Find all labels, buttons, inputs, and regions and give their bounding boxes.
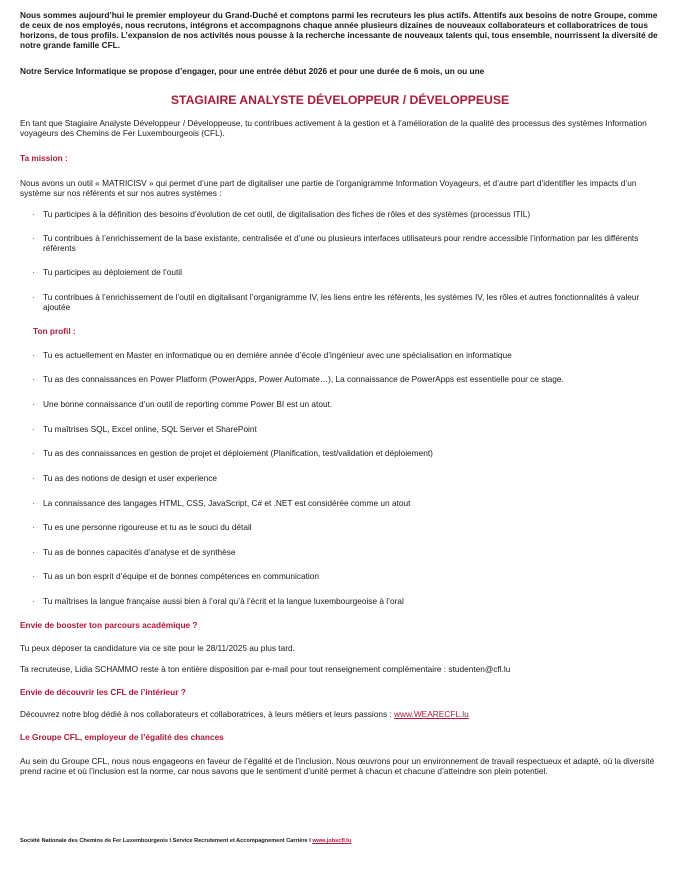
list-item: · Tu es une personne rigoureuse et tu as le souci du détail — [20, 522, 660, 532]
job-title: STAGIAIRE ANALYSTE DÉVELOPPEUR / DÉVELOPPEUSE — [170, 93, 510, 107]
mission-list — [20, 209, 660, 312]
role-intro: En tant que Stagiaire Analyste Développeur / Développeuse, tu contribues activement à la gestion et à l’amélioration de la qualité des processus des systèmes Information voyageurs des Chemins de Fer Luxembourgeois (CFL). — [20, 118, 647, 138]
blog-text: Découvrez notre blog dédié à nos collaborateurs et collaboratrices, à leurs métiers et leurs passions : — [20, 709, 395, 719]
list-item: · Tu contribues à l’enrichissement de l’outil en digitalisant l’organigramme IV, les liens entre les référents, les systèmes IV, les rôles et autres fonctionnalités à valeur ajoutée — [20, 292, 660, 312]
list-item: · Tu es actuellement en Master en informatique ou en dernière année d’école d’ingénieur avec une spécialisation en informatique — [20, 350, 660, 360]
equality-text: Au sein du Groupe CFL, nous nous engageons en faveur de l’égalité et de l’inclusion. Nous œuvrons pour un environnement de travail respectueux et adapté, où la diversité prend racine et où l’inclusion est la norme, car nous savons que le sentiment d’unité permet à chacun et chacune d’atteindre son plein potentiel. — [20, 756, 655, 776]
footer-link[interactable]: www.jobscfl.lu — [312, 838, 352, 844]
list-item: · Tu as de bonnes capacités d’analyse et de synthèse — [20, 547, 660, 557]
list-item: · Une bonne connaissance d’un outil de reporting comme Power BI est un atout. — [20, 399, 660, 409]
equality-heading: Le Groupe CFL, employeur de l’égalité des chances — [20, 732, 224, 742]
list-item: · Tu as des connaissances en Power Platform (PowerApps, Power Automate…), La connaissance de PowerApps est essentielle pour ce stage. — [20, 374, 660, 384]
profile-list — [20, 350, 660, 606]
mission-intro: Nous avons un outil « MATRICISV » qui permet d’une part de digitaliser une partie de l’organigramme Information Voyageurs, et d’autre part d’identifier les impacts d’un système sur nos référents et sur nos autres systèmes : — [20, 178, 637, 198]
list-item: · Tu contribues à l’enrichissement de la base existante, centralisée et d’une ou plusieurs interfaces utilisateurs pour rendre accessible l’information par les différents référents — [20, 233, 660, 253]
blog-paragraph — [20, 709, 660, 719]
list-item: · Tu as des notions de design et user experience — [20, 473, 660, 483]
profile-heading: Ton profil : — [33, 326, 76, 336]
apply-heading: Envie de booster ton parcours académique ? — [20, 620, 198, 630]
recruiter-contact: Ta recruteuse, Lidia SCHAMMO reste à ton entière disposition par e-mail pour tout renseignement complémentaire : studenten@cfl.lu — [20, 664, 511, 674]
mission-heading: Ta mission : — [20, 153, 68, 163]
footer-text: Société Nationale des Chemins de Fer Luxembourgeois I Service Recrutement et Accompagnement Carrière I — [20, 838, 313, 844]
list-item: · Tu participes au déploiement de l’outil — [20, 267, 660, 277]
blog-link[interactable]: www.WEARECFL.lu — [394, 709, 469, 719]
apply-deadline: Tu peux déposer ta candidature via ce site pour le 28/11/2025 au plus tard. — [20, 643, 295, 653]
list-item: · La connaissance des langages HTML, CSS, JavaScript, C# et .NET est considérée comme un atout — [20, 498, 660, 508]
inside-heading: Envie de découvrir les CFL de l’intérieur ? — [20, 687, 186, 697]
list-item: · Tu as des connaissances en gestion de projet et déploiement (Planification, test/validation et déploiement) — [20, 448, 660, 458]
list-item: · Tu as un bon esprit d’équipe et de bonnes compétences en communication — [20, 571, 660, 581]
company-intro: Nous sommes aujourd’hui le premier employeur du Grand-Duché et comptons parmi les recruteurs les plus actifs. Attentifs aux besoins de notre Groupe, comme de ceux de nos employés, nous recrutons, intégrons et accompagnons chaque année plusieurs dizaines de nouveaux collaborateurs et collaboratrices de tous horizons, de tous profils. L’expansion de nos activités nous pousse à la recherche incessante de nouveaux talents qui, tous ensemble, nourrissent la diversité de notre grande famille CFL. — [20, 10, 658, 50]
list-item: · Tu maîtrises SQL, Excel online, SQL Server et SharePoint — [20, 424, 660, 434]
engagement-statement: Notre Service Informatique se propose d’engager, pour une entrée début 2026 et pour une durée de 6 mois, un ou une — [20, 66, 485, 76]
list-item: · Tu maîtrises la langue française aussi bien à l’oral qu’à l’écrit et la langue luxembourgeoise à l’oral — [20, 596, 660, 606]
list-item: · Tu participes à la définition des besoins d’évolution de cet outil, de digitalisation des fiches de rôles et des systèmes (processus ITIL) — [20, 209, 660, 219]
footer — [20, 838, 351, 845]
